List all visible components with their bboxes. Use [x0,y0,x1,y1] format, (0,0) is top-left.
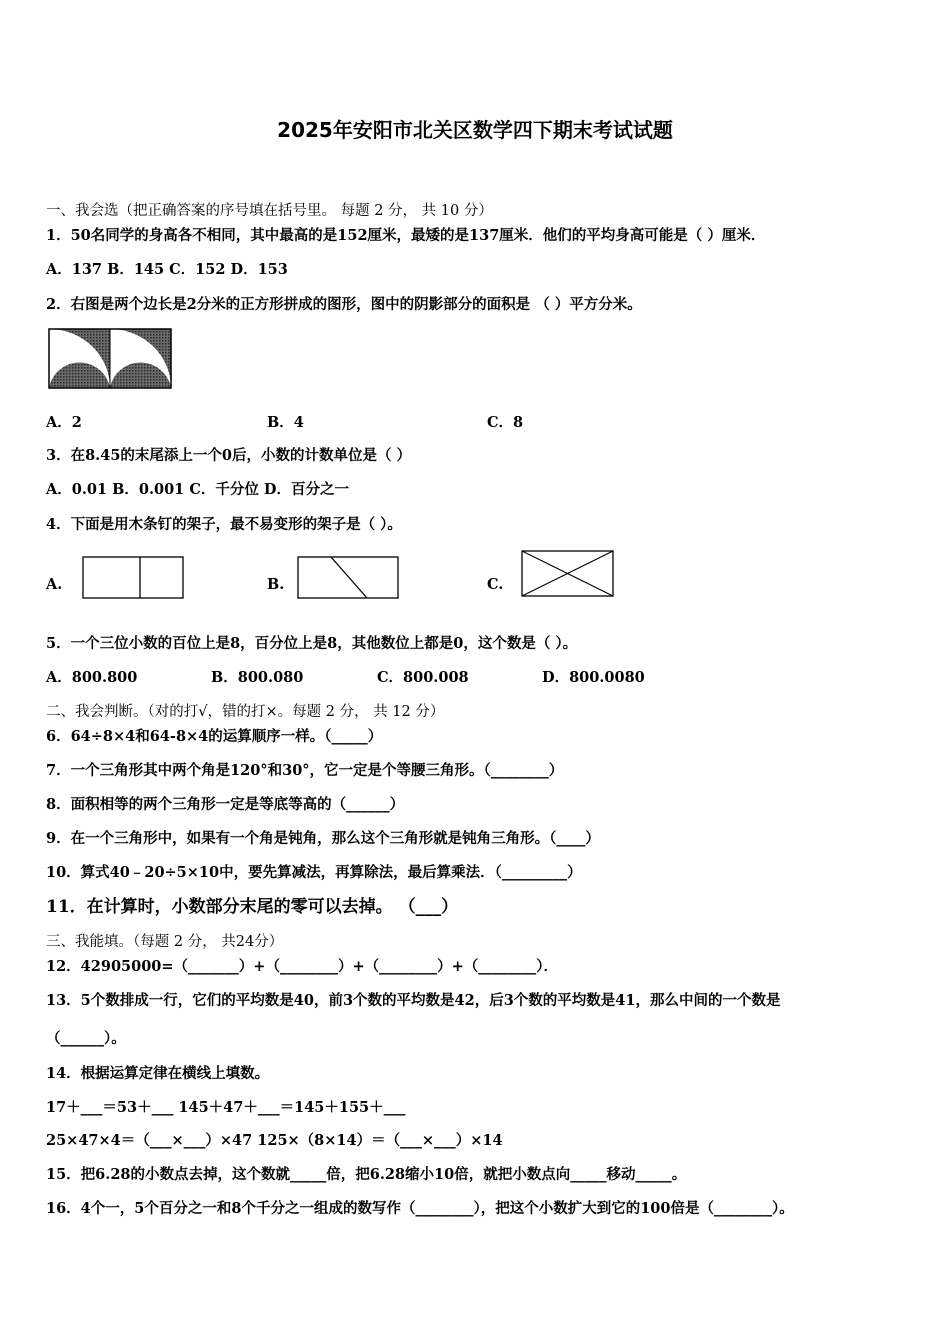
q4-frame-b [297,556,399,600]
q11-text: 11．在计算时，小数部分末尾的零可以去掉。 （___） [46,897,459,917]
q7-text: 7．一个三角形其中两个角是120°和30°，它一定是个等腰三角形。（________） [46,762,564,779]
section2-header: 二、我会判断。（对的打√，错的打×。每题 2 分， 共 12 分） [46,704,445,720]
q16-text: 16．4个一，5个百分之一和8个千分之一组成的数写作（________），把这个小数扩大到它的100倍是（________）。 [46,1200,794,1217]
q5-option-c: C．800.008 [377,669,469,686]
q1-text: 1．50名同学的身高各不相同，其中最高的是152厘米，最矮的是137厘米．他们的平均身高可能是（ ）厘米． [46,227,766,244]
q5-option-b: B．800.080 [211,669,304,686]
q4-option-a: A. [46,576,63,593]
q2-text: 2．右图是两个边长是2分米的正方形拼成的图形，图中的阴影部分的面积是 （ ）平方分米。 [46,296,642,313]
q4-frame-c [521,550,615,598]
q2-figure [48,328,174,390]
q5-option-d: D．800.0080 [542,669,645,686]
q12-text: 12．42905000=（_______）+（________）+（________）+（________）． [46,958,558,975]
q4-option-c: C. [487,576,504,593]
q13-line1: 13．5个数排成一行，它们的平均数是40，前3个数的平均数是42，后3个数的平均数是41，那么中间的一个数是 [46,992,781,1009]
q5-text: 5．一个三位小数的百位上是8，百分位上是8，其他数位上都是0，这个数是（ ）。 [46,635,578,652]
q4-text: 4．下面是用木条钉的架子，最不易变形的架子是（ ）。 [46,516,402,533]
q3-options: A．0.01 B．0.001 C．千分位 D．百分之一 [46,481,349,498]
q6-text: 6．64÷8×4和64-8×4的运算顺序一样。（_____） [46,728,383,745]
section1-header: 一、我会选（把正确答案的序号填在括号里。 每题 2 分， 共 10 分） [46,203,493,219]
q4-option-b: B. [267,576,285,593]
q2-option-c: C．8 [487,414,524,431]
q1-options: A．137 B．145 C．152 D．153 [46,261,288,278]
section3-header: 三、我能填。（每题 2 分， 共24分） [46,934,284,950]
q15-text: 15．把6.28的小数点去掉，这个数就_____倍，把6.28缩小10倍，就把小数点向_____移动_____。 [46,1166,687,1183]
q5-option-a: A．800.800 [46,669,138,686]
q13-line2: （______）。 [46,1030,126,1047]
page-title: 2025年安阳市北关区数学四下期末考试试题 [277,118,673,142]
q9-text: 9．在一个三角形中，如果有一个角是钝角，那么这个三角形就是钝角三角形。（____） [46,830,600,847]
q2-option-a: A．2 [46,414,82,431]
q2-option-b: B．4 [267,414,304,431]
q14-text: 14．根据运算定律在横线上填数。 [46,1065,270,1082]
q14-line2: 25×47×4＝（___×___）×47 125×（8×14）＝（___×___）×14 [46,1132,503,1149]
q3-text: 3．在8.45的末尾添上一个0后，小数的计数单位是（ ） [46,447,412,464]
q14-line1: 17＋___＝53＋___ 145＋47＋___＝145＋155＋___ [46,1099,406,1116]
q4-frame-a [82,556,184,600]
q10-text: 10．算式40﹣20÷5×10中，要先算减法，再算除法，最后算乘法．（_________） [46,864,582,881]
q8-text: 8．面积相等的两个三角形一定是等底等高的（______） [46,796,405,813]
